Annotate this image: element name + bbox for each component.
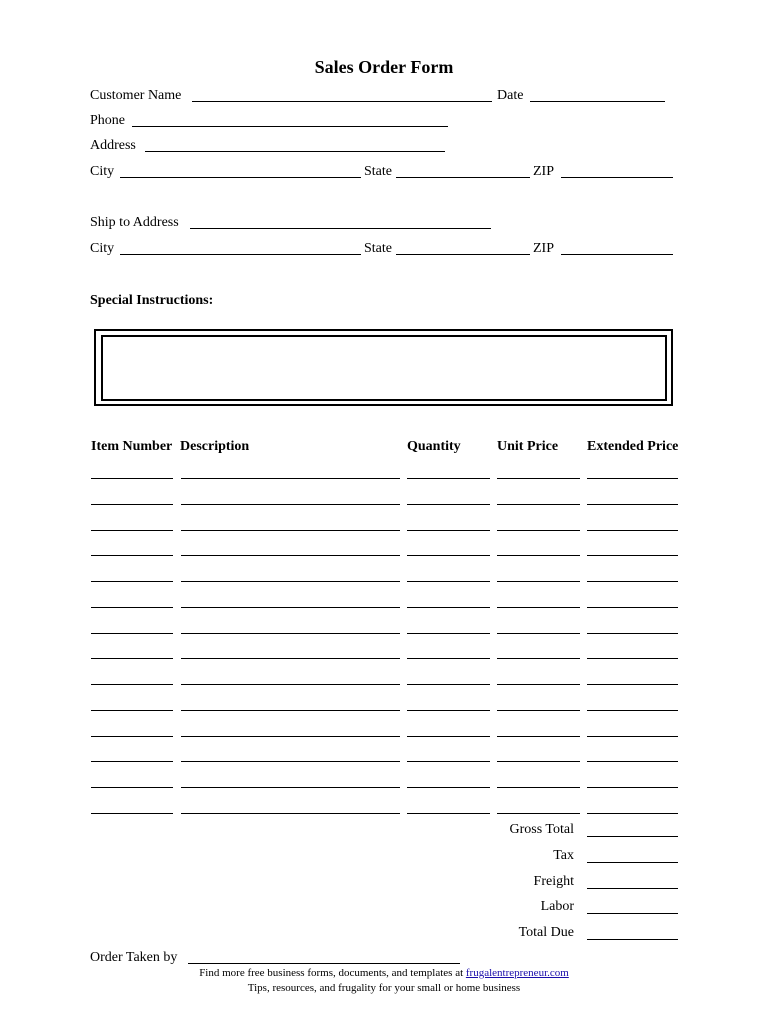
address-field[interactable] xyxy=(145,151,445,152)
row-10-extended-price-field[interactable] xyxy=(587,710,678,711)
row-10-description-field[interactable] xyxy=(181,710,400,711)
row-5-item-number-field[interactable] xyxy=(91,581,173,582)
row-1-unit-price-field[interactable] xyxy=(497,478,580,479)
row-7-unit-price-field[interactable] xyxy=(497,633,580,634)
zip-label: ZIP xyxy=(533,164,554,179)
order-taken-label: Order Taken by xyxy=(90,950,178,965)
row-10-item-number-field[interactable] xyxy=(91,710,173,711)
row-9-item-number-field[interactable] xyxy=(91,684,173,685)
customer-name-field[interactable] xyxy=(192,101,492,102)
row-7-item-number-field[interactable] xyxy=(91,633,173,634)
row-4-unit-price-field[interactable] xyxy=(497,555,580,556)
row-13-unit-price-field[interactable] xyxy=(497,787,580,788)
row-3-quantity-field[interactable] xyxy=(407,530,490,531)
row-14-quantity-field[interactable] xyxy=(407,813,490,814)
header-item-number: Item Number xyxy=(91,439,173,454)
total-due-label: Total Due xyxy=(518,925,574,940)
row-1-item-number-field[interactable] xyxy=(91,478,173,479)
labor-field[interactable] xyxy=(587,913,678,914)
footer-line-2: Tips, resources, and frugality for your small or home business xyxy=(247,982,521,994)
row-4-quantity-field[interactable] xyxy=(407,555,490,556)
row-5-extended-price-field[interactable] xyxy=(587,581,678,582)
row-10-quantity-field[interactable] xyxy=(407,710,490,711)
row-3-extended-price-field[interactable] xyxy=(587,530,678,531)
phone-field[interactable] xyxy=(132,126,448,127)
row-7-quantity-field[interactable] xyxy=(407,633,490,634)
row-1-quantity-field[interactable] xyxy=(407,478,490,479)
form-title: Sales Order Form xyxy=(314,57,454,77)
row-4-item-number-field[interactable] xyxy=(91,555,173,556)
row-10-unit-price-field[interactable] xyxy=(497,710,580,711)
row-6-item-number-field[interactable] xyxy=(91,607,173,608)
row-2-extended-price-field[interactable] xyxy=(587,504,678,505)
tax-label: Tax xyxy=(553,848,574,863)
row-9-quantity-field[interactable] xyxy=(407,684,490,685)
ship-city-field[interactable] xyxy=(120,254,361,255)
row-12-item-number-field[interactable] xyxy=(91,761,173,762)
footer-line-1 xyxy=(0,967,768,980)
row-13-description-field[interactable] xyxy=(181,787,400,788)
row-12-unit-price-field[interactable] xyxy=(497,761,580,762)
row-7-extended-price-field[interactable] xyxy=(587,633,678,634)
row-2-quantity-field[interactable] xyxy=(407,504,490,505)
freight-field[interactable] xyxy=(587,888,678,889)
special-instructions-label: Special Instructions: xyxy=(90,293,214,308)
date-label: Date xyxy=(497,88,524,103)
special-instructions-box[interactable] xyxy=(101,335,667,401)
row-9-unit-price-field[interactable] xyxy=(497,684,580,685)
row-2-unit-price-field[interactable] xyxy=(497,504,580,505)
header-extended-price: Extended Price xyxy=(587,439,679,454)
row-12-description-field[interactable] xyxy=(181,761,400,762)
ship-state-field[interactable] xyxy=(396,254,530,255)
row-11-quantity-field[interactable] xyxy=(407,736,490,737)
row-11-item-number-field[interactable] xyxy=(91,736,173,737)
row-12-extended-price-field[interactable] xyxy=(587,761,678,762)
row-1-description-field[interactable] xyxy=(181,478,400,479)
row-5-quantity-field[interactable] xyxy=(407,581,490,582)
row-9-description-field[interactable] xyxy=(181,684,400,685)
row-14-description-field[interactable] xyxy=(181,813,400,814)
row-3-unit-price-field[interactable] xyxy=(497,530,580,531)
ship-state-label: State xyxy=(364,241,392,256)
city-field[interactable] xyxy=(120,177,361,178)
row-8-item-number-field[interactable] xyxy=(91,658,173,659)
row-13-extended-price-field[interactable] xyxy=(587,787,678,788)
state-field[interactable] xyxy=(396,177,530,178)
row-13-quantity-field[interactable] xyxy=(407,787,490,788)
row-3-description-field[interactable] xyxy=(181,530,400,531)
city-label: City xyxy=(90,164,115,179)
state-label: State xyxy=(364,164,392,179)
row-2-item-number-field[interactable] xyxy=(91,504,173,505)
row-6-description-field[interactable] xyxy=(181,607,400,608)
address-label: Address xyxy=(90,138,136,153)
row-8-extended-price-field[interactable] xyxy=(587,658,678,659)
ship-zip-label: ZIP xyxy=(533,241,554,256)
row-1-extended-price-field[interactable] xyxy=(587,478,678,479)
row-5-description-field[interactable] xyxy=(181,581,400,582)
row-12-quantity-field[interactable] xyxy=(407,761,490,762)
ship-address-field[interactable] xyxy=(190,228,491,229)
total-due-field[interactable] xyxy=(587,939,678,940)
row-14-unit-price-field[interactable] xyxy=(497,813,580,814)
date-field[interactable] xyxy=(530,101,665,102)
row-8-description-field[interactable] xyxy=(181,658,400,659)
row-11-extended-price-field[interactable] xyxy=(587,736,678,737)
order-taken-field[interactable] xyxy=(188,963,460,964)
row-13-item-number-field[interactable] xyxy=(91,787,173,788)
header-unit-price: Unit Price xyxy=(497,439,559,454)
row-6-quantity-field[interactable] xyxy=(407,607,490,608)
tax-field[interactable] xyxy=(587,862,678,863)
row-11-unit-price-field[interactable] xyxy=(497,736,580,737)
row-5-unit-price-field[interactable] xyxy=(497,581,580,582)
row-3-item-number-field[interactable] xyxy=(91,530,173,531)
freight-label: Freight xyxy=(533,874,574,889)
phone-label: Phone xyxy=(90,113,125,128)
customer-name-label: Customer Name xyxy=(90,88,182,103)
row-6-unit-price-field[interactable] xyxy=(497,607,580,608)
gross-total-field[interactable] xyxy=(587,836,678,837)
zip-field[interactable] xyxy=(561,177,673,178)
row-2-description-field[interactable] xyxy=(181,504,400,505)
header-quantity: Quantity xyxy=(407,439,461,454)
ship-city-label: City xyxy=(90,241,115,256)
footer-link[interactable]: frugalentrepreneur.com xyxy=(465,967,569,979)
ship-address-label: Ship to Address xyxy=(90,215,179,230)
row-4-extended-price-field[interactable] xyxy=(587,555,678,556)
ship-zip-field[interactable] xyxy=(561,254,673,255)
row-8-unit-price-field[interactable] xyxy=(497,658,580,659)
labor-label: Labor xyxy=(540,899,574,914)
gross-total-label: Gross Total xyxy=(509,822,574,837)
header-description: Description xyxy=(180,439,250,454)
row-6-extended-price-field[interactable] xyxy=(587,607,678,608)
row-7-description-field[interactable] xyxy=(181,633,400,634)
row-8-quantity-field[interactable] xyxy=(407,658,490,659)
row-9-extended-price-field[interactable] xyxy=(587,684,678,685)
row-11-description-field[interactable] xyxy=(181,736,400,737)
row-4-description-field[interactable] xyxy=(181,555,400,556)
footer-text: Find more free business forms, documents, and templates at xyxy=(199,967,464,979)
row-14-item-number-field[interactable] xyxy=(91,813,173,814)
row-14-extended-price-field[interactable] xyxy=(587,813,678,814)
